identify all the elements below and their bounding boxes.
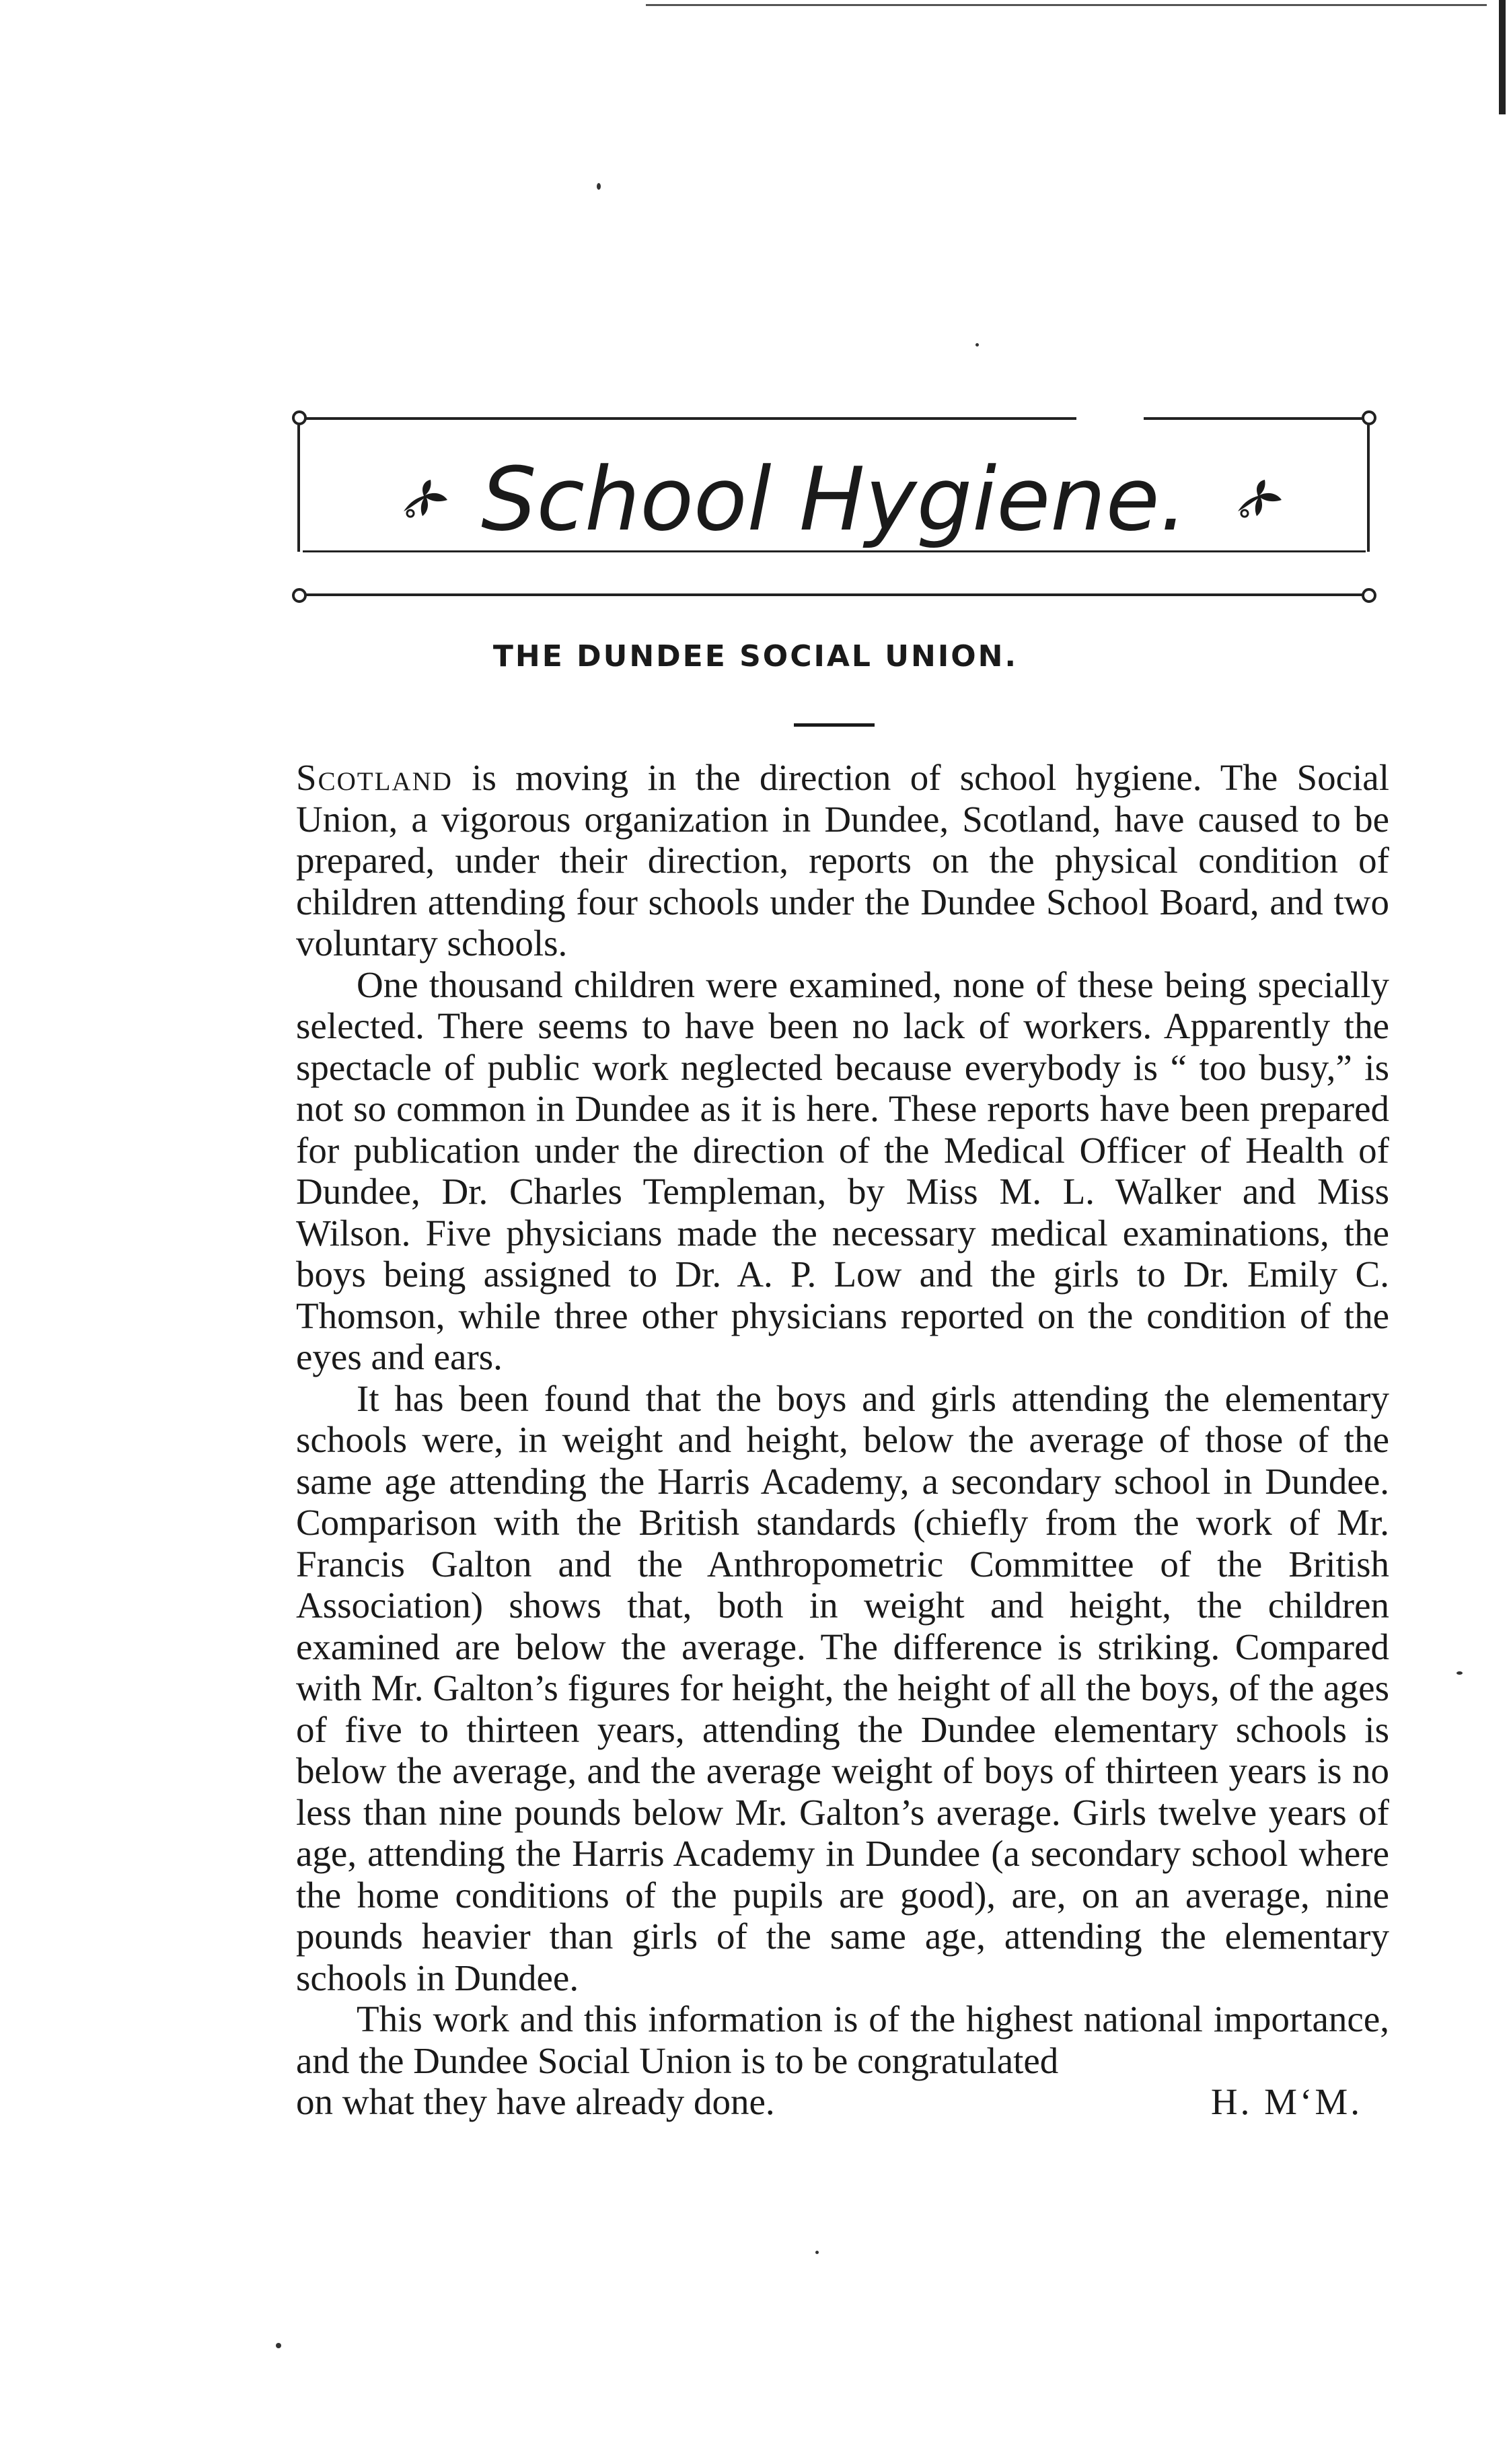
scan-speck [815,2251,819,2254]
scan-speck [276,2343,281,2348]
section-header-frame [296,410,1372,585]
article-paragraph [296,757,1389,964]
signoff-line [296,2081,1389,2123]
lead-word: Scotland [296,757,453,798]
article-paragraph: It has been found that the boys and girls attending the elementary schools were, in weight and height, below the average of those of the same age attending the Harris Academy, a secondary school in Dundee. Comparison with the British standards (chiefly from the work of Mr. Francis Galton and the Anthropometric Committee of the British Association) shows that, both in weight and height, the children examined are below the average. The difference is striking. Compared with Mr. Galton’s figures for height, the height of all the boys, of the ages of five to thirteen years, attending the Dundee elementary schools is below the average, and the average weight of boys of thirteen years is no less than nine pounds below Mr. Galton’s average. Girls twelve years of age, attending the Harris Academy in Dundee (a secondary school where the home conditions of the pupils are good), are, on an average, nine pounds heavier than girls of the same age, attending the elementary schools in Dundee. [296,1377,1389,1998]
article-body [296,757,1389,2123]
frame-corner-knob [292,588,307,603]
closing-text: on what they have already done. [296,2081,775,2122]
author-signature: H. M‘M. [1210,2081,1362,2122]
frame-corner-knob [1362,410,1376,425]
article-paragraph: This work and this information is of the highest national importance, and the Dundee Social Union is to be congratulated [296,1998,1389,2081]
scan-speck [597,183,601,190]
frame-top-border [303,417,1076,420]
article-paragraph: One thousand children were examined, none of these being specially selected. There seems to have been no lack of workers. Apparently the spectacle of public work neglected because everybody is “ too busy,” is not so common in Dundee as it is here. These reports have been prepared for publication under the direction of the Medical Officer of Health of Dundee, Dr. Charles Templeman, by Miss M. L. Walker and Miss Wilson. Five physicians made the necessary medical examinations, the boys being assigned to Dr. A. P. Low and the girls to Dr. Emily C. Thomson, while three other physicians reported on the condition of the eyes and ears. [296,964,1389,1377]
frame-bottom-border [303,593,1366,596]
scan-edge-rule [646,4,1487,6]
article-subheading: THE DUNDEE SOCIAL UNION. [492,639,1019,674]
subheading-divider [794,723,875,727]
frame-corner-knob [292,410,307,425]
scan-speck [1457,1671,1463,1675]
paragraph-text: is moving in the direction of school hygiene. The Social Union, a vigorous organization in Dundee, Scotland, have caused to be prepared, under their direction, reports on the physical condition of children attending four schools under the Dundee School Board, and two voluntary schools. [296,757,1389,964]
scan-edge-mark [1499,0,1506,114]
frame-top-border [1144,417,1366,420]
frame-corner-knob [1362,588,1376,603]
section-title: School Hygiene. [481,448,1187,550]
scan-speck [975,343,979,347]
